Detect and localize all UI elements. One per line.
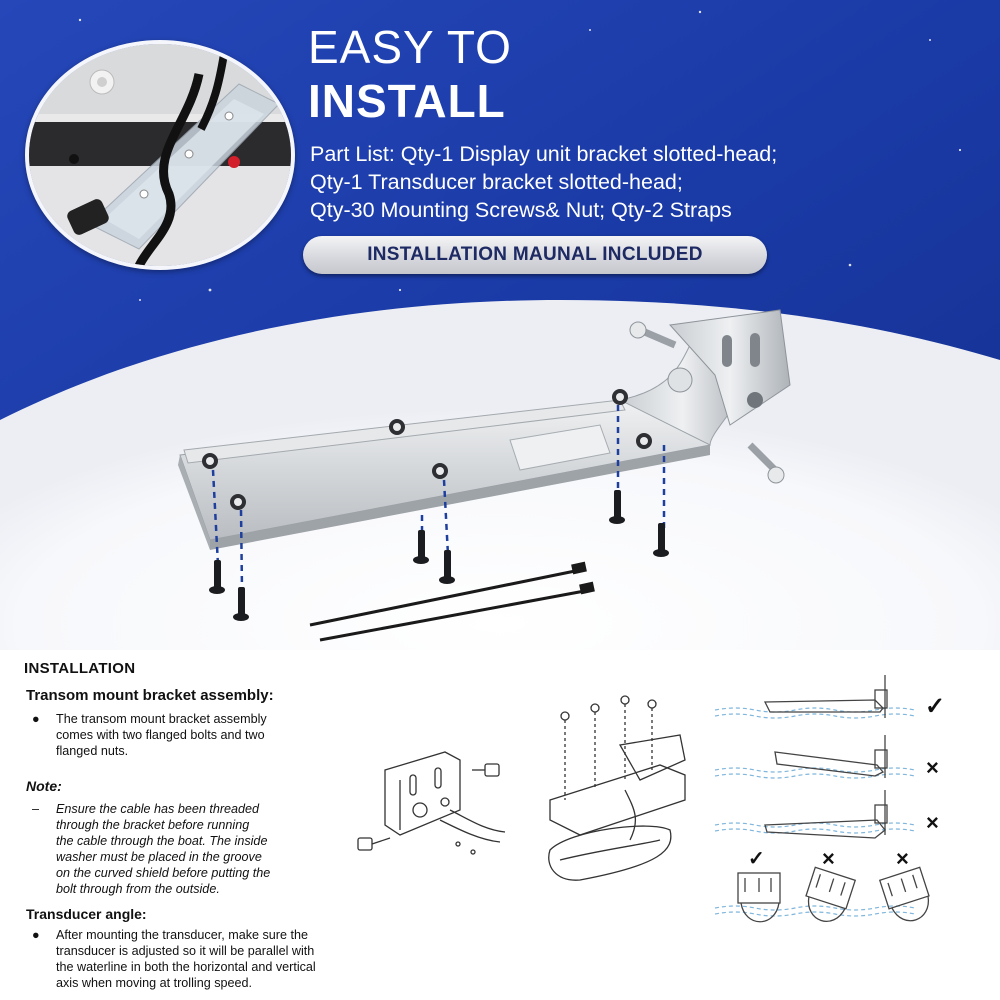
transducer-exploded-diagram (540, 690, 700, 890)
hero-title (308, 21, 512, 127)
manual-included-badge (303, 236, 767, 274)
cross-icon: × (926, 810, 939, 835)
manual-included-label: INSTALLATION MAUNAL INCLUDED (367, 244, 703, 265)
check-icon: ✓ (925, 693, 946, 720)
angle-bullet: ● (32, 928, 40, 942)
installation-heading: INSTALLATION (24, 660, 136, 677)
angle-line: After mounting the transducer, make sure the (56, 928, 309, 942)
bracket-assembly-diagram (350, 740, 530, 880)
hero-title-line2: INSTALL (308, 75, 506, 127)
angle-line: axis when moving at trolling speed. (56, 976, 253, 990)
part-list-line2: Qty-1 Transducer bracket slotted-head; (310, 170, 683, 194)
note-heading: Note: (26, 778, 62, 794)
part-list (310, 140, 990, 224)
transducer-angle-heading: Transducer angle: (26, 906, 147, 922)
transom-line: The transom mount bracket assembly (56, 712, 267, 726)
installation-manual-excerpt (0, 650, 1000, 1000)
bracket-product-illustration (170, 305, 810, 655)
note-line: the cable through the boat. The inside (56, 834, 268, 848)
part-list-line3: Qty-30 Mounting Screws& Nut; Qty-2 Straps (310, 198, 732, 222)
cross-icon: × (926, 755, 939, 780)
transom-line: comes with two flanged bolts and two (56, 728, 265, 742)
transom-line: flanged nuts. (56, 744, 129, 758)
note-line: Ensure the cable has been threaded (56, 802, 260, 816)
angle-bullet-text (56, 927, 316, 991)
transom-heading: Transom mount bracket assembly: (26, 687, 274, 704)
cross-icon: × (896, 846, 909, 871)
note-marker: – (32, 802, 40, 816)
angle-line: transducer is adjusted so it will be parallel with (56, 944, 315, 958)
note-line: through the bracket before running (56, 818, 250, 832)
check-icon: ✓ (748, 848, 765, 870)
note-text (56, 801, 270, 897)
note-line: washer must be placed in the groove (56, 850, 262, 864)
part-list-line1: Part List: Qty-1 Display unit bracket slotted-head; (310, 142, 778, 166)
note-line: on the curved shield before putting the (56, 866, 271, 880)
note-line: bolt through from the outside. (56, 882, 220, 896)
transom-bullet-text (56, 711, 267, 759)
hero-title-line1: EASY TO (308, 21, 512, 73)
cross-icon: × (822, 846, 835, 871)
angle-line: the waterline in both the horizontal and vertical (56, 960, 316, 974)
transom-bullet: ● (32, 712, 40, 726)
installed-bracket-photo (25, 40, 295, 270)
